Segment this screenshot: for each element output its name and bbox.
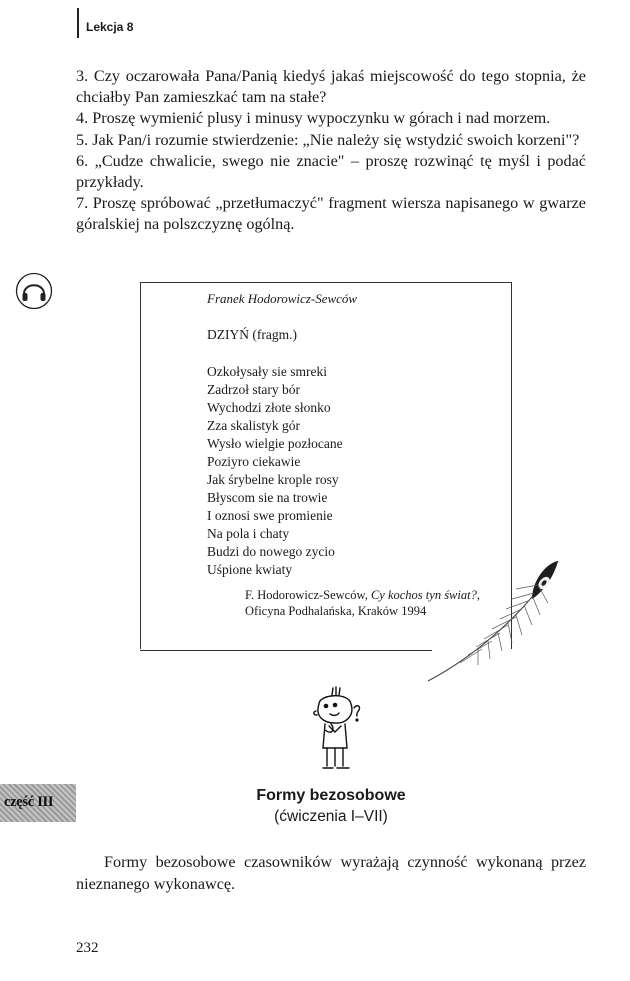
poem-line: Wychodzi złote słonko xyxy=(207,400,331,415)
section-title: Formy bezosobowe xyxy=(256,787,406,804)
poem-line: Jak śrybelne krople rosy xyxy=(207,472,339,487)
poem-line: Uśpione kwiaty xyxy=(207,562,293,577)
question-6: 6. „Cudze chwalicie, swego nie znacie" – proszę rozwinąć tę myśl i podać przykłady. xyxy=(76,151,586,192)
question-4: 4. Proszę wymienić plusy i minusy wypoczynku w górach i nad morzem. xyxy=(76,109,551,128)
part-badge-label: część III xyxy=(4,794,54,810)
poem-line: I oznosi swe promienie xyxy=(207,508,333,523)
poem-line: Zadrzoł stary bór xyxy=(207,382,300,397)
section-subtitle: (ćwiczenia I–VII) xyxy=(274,808,388,825)
question-3: 3. Czy oczarowała Pana/Panią kiedyś jakaś miejscowość do tego stopnia, że chciałby Pan zamieszkać tam na stałe? xyxy=(76,67,586,107)
question-5: 5. Jak Pan/i rozumie stwierdzenie: „Nie należy się wstydzić swoich korzeni"? xyxy=(76,130,580,149)
poem-line: Zza skalistyk gór xyxy=(207,418,300,433)
thinking-mascot-icon xyxy=(305,686,367,778)
poem-line: Budzi do nowego zycio xyxy=(207,544,335,559)
source-author: F. Hodorowicz-Sewców, xyxy=(245,588,371,602)
source-book-title: Cy kochos tyn świat? xyxy=(370,588,477,602)
poem-source-line-2: Oficyna Podhalańska, Kraków 1994 xyxy=(245,604,427,618)
poem-title: DZIYŃ (fragm.) xyxy=(207,327,297,342)
poem-author: Franek Hodorowicz-Sewców xyxy=(207,291,358,306)
feather-icon xyxy=(420,555,565,685)
poem-line: Na pola i chaty xyxy=(207,526,290,541)
poem-body xyxy=(207,363,343,579)
poem-line: Poziyro ciekawie xyxy=(207,454,301,469)
headphones-icon xyxy=(15,272,53,310)
poem-line: Ozkołysały sie smreki xyxy=(207,364,327,379)
question-7: 7. Proszę spróbować „przetłumaczyć" fragment wiersza napisanego w gwarze góralskiej na polszczyznę ogólną. xyxy=(76,194,586,234)
body-paragraph xyxy=(76,851,586,895)
part-badge xyxy=(0,784,76,822)
poem-line: Wysło wielgie pozłocane xyxy=(207,436,343,451)
question-list xyxy=(76,66,586,236)
page-number: 232 xyxy=(76,940,99,956)
body-paragraph-text: Formy bezosobowe czasowników wyrażają czynność wykonaną przez nieznanego wykonawcę. xyxy=(76,853,586,893)
header-rule xyxy=(77,8,79,38)
poem-line: Błyscom sie na trowie xyxy=(207,490,328,505)
poem-frame-bottom xyxy=(140,650,432,651)
lesson-header: Lekcja 8 xyxy=(86,20,134,34)
source-comma: , xyxy=(476,588,480,602)
